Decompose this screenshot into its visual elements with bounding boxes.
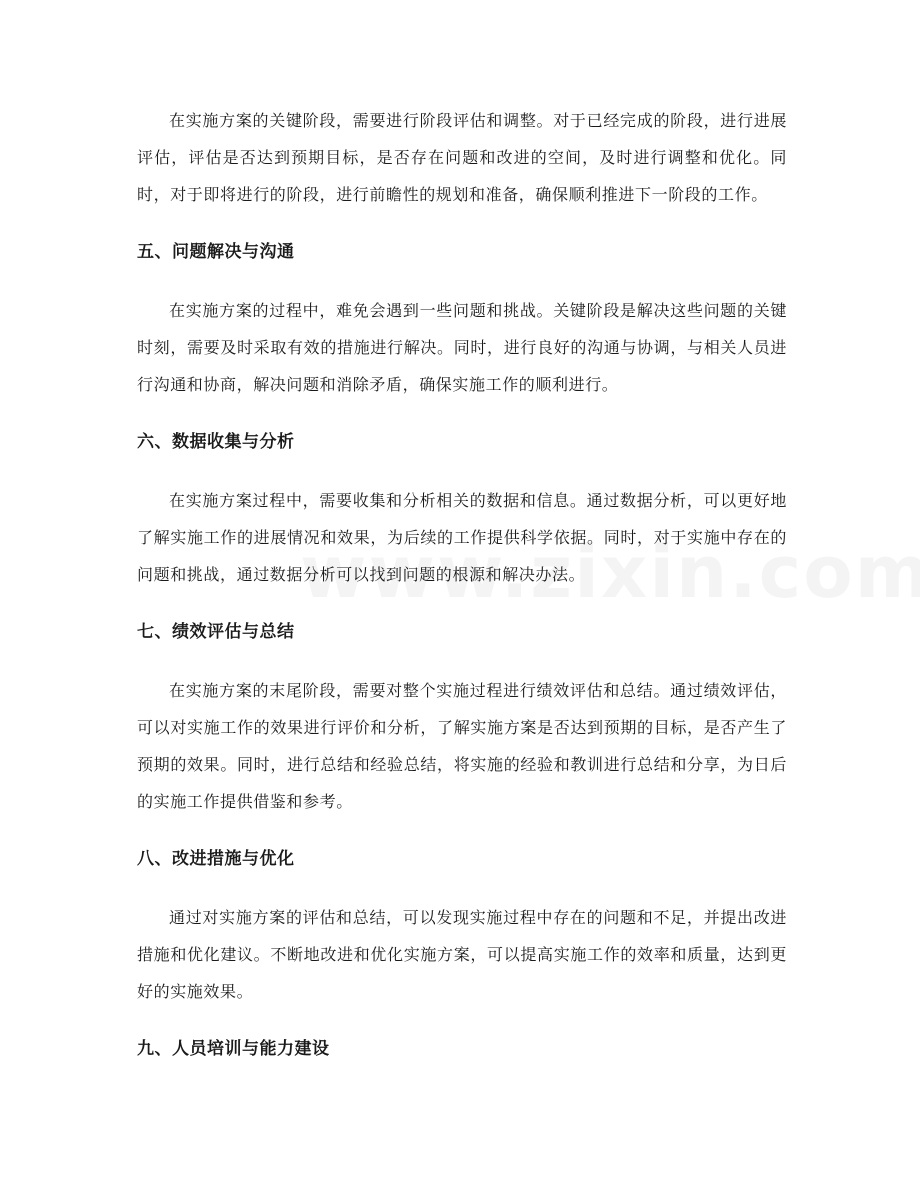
heading-improvement: 八、改进措施与优化 <box>137 849 295 869</box>
heading-data-analysis: 六、数据收集与分析 <box>137 432 295 452</box>
paragraph-improvement: 通过对实施方案的评估和总结，可以发现实施过程中存在的问题和不足，并提出改进措施和优化建议。不断地改进和优化实施方案，可以提高实施工作的效率和质量，达到更好的实施效果。 <box>137 908 787 1001</box>
paragraph-problem-solving: 在实施方案的过程中，难免会遇到一些问题和挑战。关键阶段是解决这些问题的关键时刻，需要及时采取有效的措施进行解决。同时，进行良好的沟通与协调，与相关人员进行沟通和协商，解决问题和消除矛盾，确保实施工作的顺利进行。 <box>137 301 787 394</box>
paragraph-stage-evaluation: 在实施方案的关键阶段，需要进行阶段评估和调整。对于已经完成的阶段，进行进展评估，评估是否达到预期目标，是否存在问题和改进的空间，及时进行调整和优化。同时，对于即将进行的阶段，进行前瞻性的规划和准备，确保顺利推进下一阶段的工作。 <box>137 111 787 204</box>
heading-performance-review: 七、绩效评估与总结 <box>137 622 295 642</box>
paragraph-performance-review: 在实施方案的末尾阶段，需要对整个实施过程进行绩效评估和总结。通过绩效评估，可以对实施工作的效果进行评价和分析，了解实施方案是否达到预期的目标，是否产生了预期的效果。同时，进行总结和经验总结，将实施的经验和教训进行总结和分享，为日后的实施工作提供借鉴和参考。 <box>137 681 787 811</box>
paragraph-data-analysis: 在实施方案过程中，需要收集和分析相关的数据和信息。通过数据分析，可以更好地了解实施工作的进展情况和效果，为后续的工作提供科学依据。同时，对于实施中存在的问题和挑战，通过数据分析可以找到问题的根源和解决办法。 <box>137 491 787 584</box>
document-body <box>137 102 787 1068</box>
heading-problem-solving: 五、问题解决与沟通 <box>137 242 295 262</box>
heading-training: 九、人员培训与能力建设 <box>137 1039 330 1059</box>
